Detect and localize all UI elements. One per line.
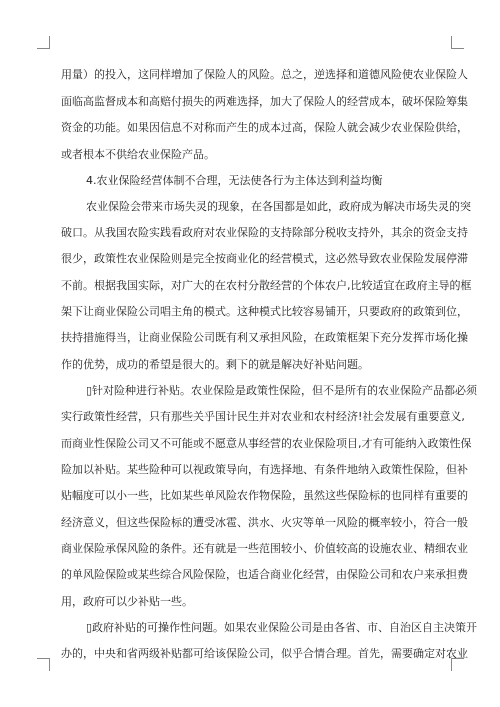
crop-mark-top-left	[37, 36, 50, 49]
crop-mark-top-right	[451, 36, 464, 49]
text-line: ▯政府补贴的可操作性问题。如果农业保险公司是由各省、市、自治区自主决策开	[86, 621, 478, 634]
text-line: 资金的功能。如果因信息不对称而产生的成本过高，保险人就会减少农业保险供给，	[61, 121, 468, 134]
text-line: 很少，政策性农业保险则是完全按商业化的经营模式，这必然导致农业保险发展停滞	[61, 252, 468, 265]
text-line: 的单风险保险或某些综合风险保险，也适合商业化经营，由保险公司和农户来承担费	[61, 568, 468, 581]
text-line: 实行政策性经营，只有那些关乎国计民生并对农业和农村经济!社会发展有重要意义,	[61, 410, 465, 423]
text-line: 险加以补贴。某些险种可以视政策导向，有选择地、有条件地纳入政策性保险，但补	[61, 463, 468, 476]
text-line: 商业保险承保风险的条件。还有就是一些范围较小、价值较高的设施农业、精细农业	[61, 542, 468, 555]
text-line: 办的，中央和省两级补贴都可给该保险公司，似乎合情合理。首先，需要确定对农业	[61, 647, 468, 660]
text-line: 破口。从我国农险实践看政府对农业保险的支持除部分税收支持外，其余的资金支持	[61, 226, 468, 239]
text-line: 农业保险会带来市场失灵的现象，在各国都是如此，政府成为解决市场失灵的突	[86, 200, 471, 213]
text-line: 而商业性保险公司又不可能或不愿意从事经营的农业保险项目,才有可能纳入政策性保	[61, 437, 472, 450]
text-line: 扶持措施得当，让商业保险公司既有利又承担风险，在政策框架下充分发挥市场化操	[61, 331, 468, 344]
text-line: 不前。根据我国实际，对广大的在农村分散经营的个体农户,比较适宜在政府主导的框	[61, 279, 472, 292]
text-line: 架下让商业保险公司唱主角的模式。这种模式比较容易铺开，只要政府的政策到位，	[61, 305, 468, 318]
text-line: 用量）的投入，这同样增加了保险人的风险。总之，逆选择和道德风险使农业保险人	[61, 68, 468, 81]
text-line: 用，政府可以少补贴一些。	[61, 595, 193, 608]
text-line: 面临高监督成本和高赔付损失的两难选择，加大了保险人的经营成本，破坏保险筹集	[61, 95, 468, 108]
text-line: ▯针对险种进行补贴。农业保险是政策性保险，但不是所有的农业保险产品都必须	[86, 384, 478, 397]
section-heading: 4.农业保险经营体制不合理，无法使各行为主体达到利益均衡	[86, 174, 383, 187]
crop-mark-bottom-left	[37, 658, 50, 671]
text-line: 或者根本不供给农业保险产品。	[61, 148, 215, 161]
text-line: 作的优势，成功的希望是很大的。剩下的就是解决好补贴问题。	[61, 358, 369, 371]
text-line: 经济意义，但这些保险标的遭受冰雹、洪水、火灾等单一风险的概率较小，符合一般	[61, 516, 468, 529]
text-line: 贴幅度可以小一些，比如某些单风险农作物保险，虽然这些保险标的也同样有重要的	[61, 489, 468, 502]
